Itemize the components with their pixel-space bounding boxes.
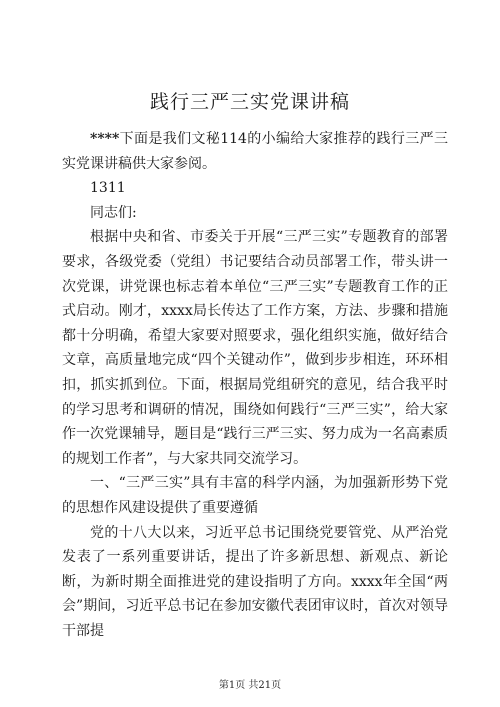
document-body bbox=[62, 127, 448, 643]
page-number-footer: 第1页 共21页 bbox=[218, 680, 282, 691]
body-paragraph-1: 根据中央和省、市委关于开展“三严三实”专题教育的部署要求，各级党委（党组）书记要结合动员部署工作，带头讲一次党课，讲党课也标志着本单位“三严三实”专题教育工作的正式启动。刚才，xxxx局长传达了工作方案，方法、步骤和措施都十分明确，希望大家要对照要求，强化组织实施，做好结合文章，高质量地完成“四个关键动作”，做到步步相连，环环相扣，抓实抓到位。下面，根据局党组研究的意见，结合我平时的学习思考和调研的情况，围绕如何践行“三严三实”，给大家作一次党课辅导，题目是“践行三严三实、努力成为一名高素质的规划工作者”，与大家共同交流学习。 bbox=[62, 229, 448, 467]
salutation: 同志们: bbox=[90, 204, 137, 221]
intro-text: 下面是我们文秘114的小编给大家推荐的践行三严三实党课讲稿供大家参阅。 bbox=[62, 131, 448, 172]
intro-lead: **** bbox=[90, 131, 120, 147]
section-heading-1: 一、“三严三实”具有丰富的科学内涵，为加强新形势下党的思想作风建设提供了重要遵循 bbox=[62, 475, 448, 516]
body-paragraph-2: 党的十八大以来，习近平总书记围绕党要管党、从严治党发表了一系列重要讲话，提出了许多新思想、新观点、新论断，为新时期全面推进党的建设指明了方向。xxxx年全国“两会”期间，习近平总书记在参加安徽代表团审议时，首次对领导干部提 bbox=[62, 524, 448, 639]
document-title: 践行三严三实党课讲稿 bbox=[149, 91, 350, 113]
intro-paragraph bbox=[62, 127, 448, 176]
document-code: 1311 bbox=[90, 180, 126, 197]
